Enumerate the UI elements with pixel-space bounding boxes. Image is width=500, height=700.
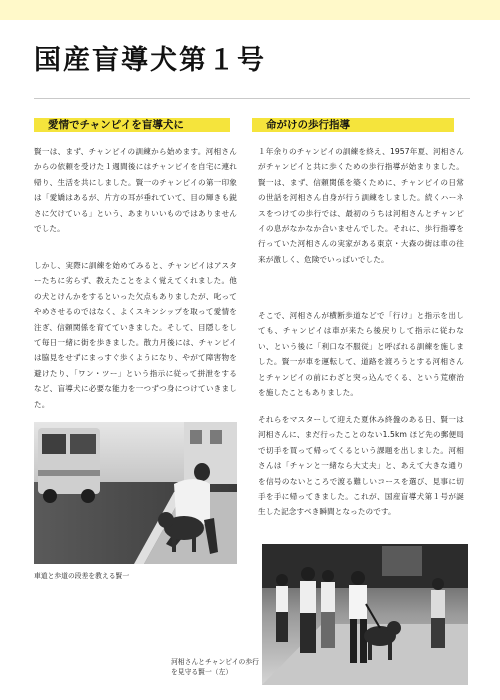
title-divider bbox=[34, 98, 470, 99]
right-paragraph-2: そこで、河相さんが横断歩道などで「行け」と指示を出しても、チャンピイは車が来たら後戻りして指示に従わない、という後に「利口な不服従」と呼ばれる訓練を施しました。賢一が車を運転して、道路を渡ろうとする河相さんとチャンピイの前にわざと突っ込んでくる、という荒療治を施したこともありました。 bbox=[258, 311, 464, 398]
right-section-heading: 命がけの歩行指導 bbox=[252, 118, 454, 132]
page-title: 国産盲導犬第１号 bbox=[34, 45, 266, 76]
right-paragraph-1: １年余りのチャンピイの訓練を終え、1957年夏、河相さんがチャンピイと共に歩くための歩行指導が始まりました。賢一は、まず、信頼関係を築くために、チャンピイの日常の世話を河相さん自身が行う訓練をしました。続くハーネスをつけての歩行では、最初のうちは河相さんとチャンピイの息がなかなか合いませんでした。それに、歩行指導を行っていた河相さんの実家がある東京・大森の街は車の往来が激しく、危険でいっぱいでした。 bbox=[258, 147, 464, 264]
walking-guidance-photo bbox=[262, 544, 468, 685]
right-photo-caption: 河相さんとチャンピイの歩行を見守る賢一（左） bbox=[171, 658, 259, 676]
left-paragraph-1: 賢一は、まず、チャンピイの訓練から始めます。河相さんからの依頼を受けた１週間後にはチャンピイを自宅に連れ帰り、生活を共にしました。賢一のチャンピイの第一印象は「愛嬌はあるが、片方の耳が垂れていて、目の輝きも鋭さに欠けている」という、あまりいいものではありませんでした。 bbox=[34, 147, 237, 234]
right-paragraph-3: それらをマスターして迎えた夏休み終盤のある日、賢一は河相さんに、まだ行ったことのない1.5km ほど先の郵便局で切手を買って帰ってくるという課題を出しました。河相さんは「チャンと一緒なら大丈夫」と、あえて大きな通りを信号のないところで渡る難しいコースを選び、見事に切手を手に帰ってきました。これが、国産盲導犬第１号が誕生した記念すべき瞬間となったのです。 bbox=[258, 415, 464, 517]
top-color-band bbox=[0, 0, 500, 20]
left-photo-caption: 車道と歩道の段差を教える賢一 bbox=[34, 572, 130, 580]
walking-guidance-photo-image bbox=[262, 544, 468, 685]
training-curb-photo bbox=[34, 422, 237, 564]
left-section-heading: 愛情でチャンピイを盲導犬に bbox=[34, 118, 230, 132]
training-curb-photo-image bbox=[34, 422, 237, 564]
left-paragraph-2: しかし、実際に訓練を始めてみると、チャンピイはアスターたちに劣らず、教えたことをよく覚えてくれました。他の犬とけんかをするといった欠点もありましたが、叱ってやめさせるのではなく、よくスキンシップを取って愛情を注ぎ、信頼関係を育てていきました。そして、目隠しをして毎日一緒に街を歩きました。散力月後には、チャンピイは脇見をせずにまっすぐ歩くようになり、やがて障害物を避けたり、「ワン・ツー」という指示に従って拼泄をするなど、盲導犬に必要な能力を一つずつ身につけていきました。 bbox=[34, 261, 237, 409]
